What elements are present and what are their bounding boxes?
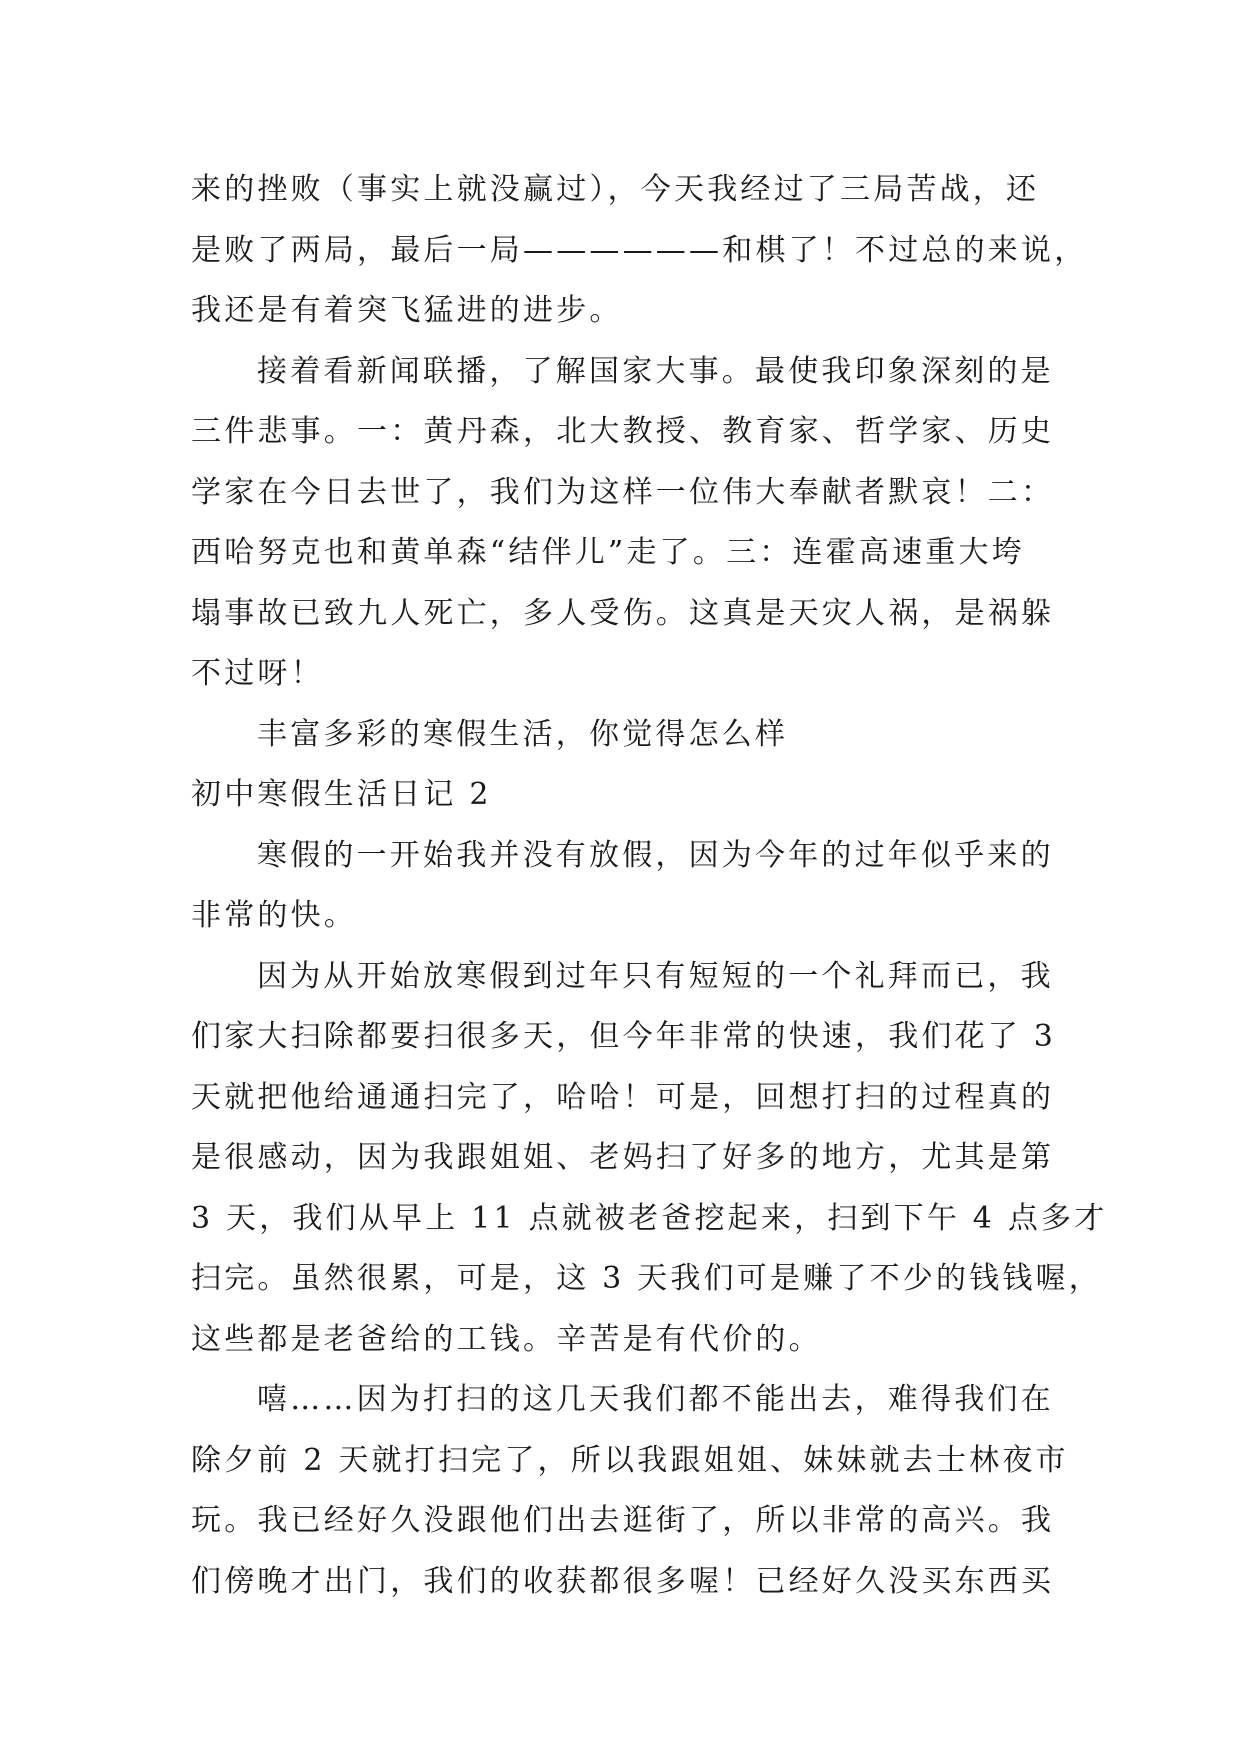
text-line: 扫完。虽然很累，可是，这 3 天我们可是赚了不少的钱钱喔， — [191, 1261, 1102, 1296]
text-line: 是很感动，因为我跟姐姐、老妈扫了好多的地方，尤其是第 — [191, 1140, 1055, 1175]
text-line: 因为从开始放寒假到过年只有短短的一个礼拜而已，我 — [257, 958, 1054, 994]
text-line: 是败了两局，最后一局——————和棋了！不过总的来说， — [191, 232, 1088, 268]
text-line: 们傍晚才出门，我们的收获都很多喔！已经好久没买东西买 — [191, 1563, 1055, 1599]
text-line: 接着看新闻联播，了解国家大事。最使我印象深刻的是 — [257, 353, 1054, 389]
text-line: 学家在今日去世了，我们为这样一位伟大奉献者默哀！二： — [191, 474, 1055, 510]
document-body — [191, 160, 1108, 1612]
text-line: 丰富多彩的寒假生活，你觉得怎么样 — [257, 716, 789, 752]
text-line: 我还是有着突飞猛进的进步。 — [191, 293, 623, 328]
text-line: 来的挫败（事实上就没赢过），今天我经过了三局苦战，还 — [191, 172, 1040, 207]
text-line: 这些都是老爸给的工钱。辛苦是有代价的。 — [191, 1321, 822, 1357]
text-line: 嘻……因为打扫的这几天我们都不能出去，难得我们在 — [257, 1382, 1054, 1417]
text-line: 不过呀！ — [191, 656, 324, 691]
text-line: 寒假的一开始我并没有放假，因为今年的过年似乎来的 — [257, 837, 1054, 873]
text-line: 除夕前 2 天就打扫完了，所以我跟姐姐、妹妹就去士林夜市 — [191, 1442, 1069, 1478]
text-line: 天就把他给通通扫完了，哈哈！可是，回想打扫的过程真的 — [191, 1079, 1055, 1115]
text-line: 塌事故已致九人死亡，多人受伤。这真是天灾人祸，是祸躲 — [191, 595, 1055, 631]
text-line: 三件悲事。一：黄丹森，北大教授、教育家、哲学家、历史 — [191, 414, 1055, 449]
text-line: 西哈努克也和黄单森“结伴儿”走了。三：连霍高速重大垮 — [191, 535, 1025, 570]
section-heading: 初中寒假生活日记 2 — [191, 777, 492, 812]
text-line: 们家大扫除都要扫很多天，但今年非常的快速，我们花了 3 — [191, 1019, 1057, 1054]
text-line: 玩。我已经好久没跟他们出去逛街了，所以非常的高兴。我 — [191, 1503, 1055, 1538]
text-line: 3 天，我们从早上 11 点就被老爸挖起来，扫到下午 4 点多才 — [191, 1200, 1108, 1236]
text-line: 非常的快。 — [191, 898, 357, 933]
